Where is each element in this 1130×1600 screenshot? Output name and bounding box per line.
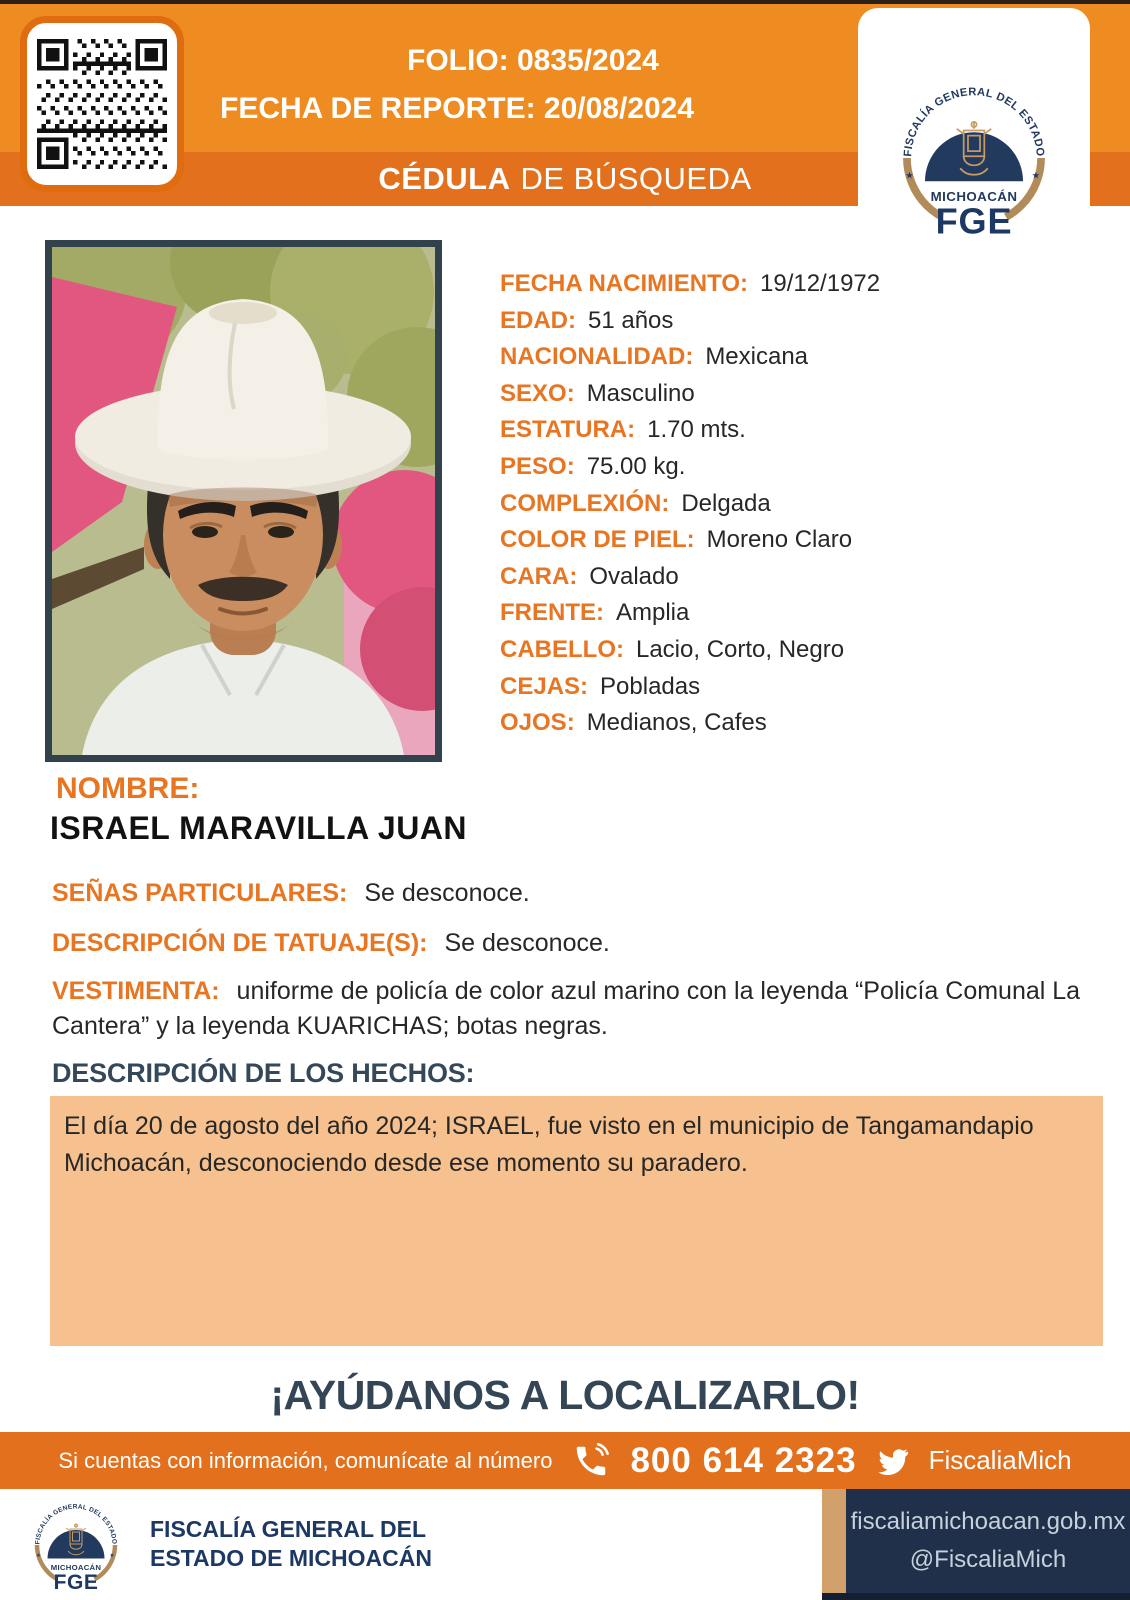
attribute-label: NACIONALIDAD: xyxy=(500,343,694,371)
fge-seal-logo xyxy=(888,72,1060,244)
attribute-row xyxy=(500,376,880,413)
footer-social-panel xyxy=(846,1489,1130,1593)
svg-text:FISCALÍA GENERAL DEL ESTADO: FISCALÍA GENERAL DEL ESTADO xyxy=(34,1503,118,1545)
tatuajes-value: Se desconoce. xyxy=(444,929,610,957)
svg-text:MICHOACÁN: MICHOACÁN xyxy=(50,1563,102,1572)
tatuajes-label: DESCRIPCIÓN DE TATUAJE(S): xyxy=(52,929,428,957)
attribute-row xyxy=(500,449,880,486)
attribute-label: OJOS: xyxy=(500,709,575,737)
person-attributes-list xyxy=(500,266,880,742)
svg-text:★: ★ xyxy=(1031,170,1041,182)
svg-text:★: ★ xyxy=(109,1553,115,1559)
missing-person-photo xyxy=(45,240,442,762)
attribute-row xyxy=(500,522,880,559)
cta-headline: ¡AYÚDANOS A LOCALIZARLO! xyxy=(270,1372,860,1418)
folio-text: FOLIO: 0835/2024 xyxy=(407,44,659,77)
footer-handle: @FiscaliaMich xyxy=(909,1546,1067,1573)
tatuajes-row xyxy=(52,926,1097,961)
attribute-value: 1.70 mts. xyxy=(647,416,746,444)
senas-value: Se desconoce. xyxy=(364,879,530,907)
attribute-value: Lacio, Corto, Negro xyxy=(635,635,845,663)
name-label: NOMBRE: xyxy=(56,772,200,805)
hechos-highlight-box xyxy=(50,1096,1103,1346)
attribute-value: 19/12/1972 xyxy=(760,270,881,297)
attribute-row xyxy=(500,595,880,632)
banner-title-bold: CÉDULA xyxy=(378,161,511,196)
phone-icon xyxy=(572,1442,610,1480)
attribute-row xyxy=(500,705,880,742)
attribute-value: 51 años xyxy=(588,306,674,334)
twitter-handle: FiscaliaMich xyxy=(928,1445,1072,1475)
attribute-row xyxy=(500,669,880,706)
report-date-text: FECHA DE REPORTE: 20/08/2024 xyxy=(220,92,695,125)
vestimenta-row xyxy=(52,974,1097,1044)
svg-text:★: ★ xyxy=(36,1553,41,1559)
attribute-row xyxy=(500,632,880,669)
phone-number: 800 614 2323 xyxy=(630,1440,857,1480)
svg-text:★: ★ xyxy=(905,170,914,182)
footer xyxy=(0,1489,1130,1600)
qr-code-pattern xyxy=(37,33,167,175)
attribute-value: Moreno Claro xyxy=(706,526,853,554)
attribute-value: 75.00 kg. xyxy=(586,452,686,480)
attribute-label: EDAD: xyxy=(500,306,576,334)
attribute-row xyxy=(500,559,880,596)
hechos-heading: DESCRIPCIÓN DE LOS HECHOS: xyxy=(52,1058,475,1088)
attribute-label: FECHA NACIMIENTO: xyxy=(500,270,748,297)
footer-website: fiscaliamichoacan.gob.mx xyxy=(850,1508,1126,1535)
attribute-label: CABELLO: xyxy=(500,635,624,663)
attribute-label: FRENTE: xyxy=(500,599,604,627)
attribute-row xyxy=(500,266,880,303)
svg-text:FISCALÍA GENERAL DEL ESTADO: FISCALÍA GENERAL DEL ESTADO xyxy=(902,86,1046,158)
footer-bottom-edge xyxy=(822,1593,1130,1600)
attribute-label: CEJAS: xyxy=(500,672,589,700)
qr-code xyxy=(20,16,184,192)
attribute-value: Medianos, Cafes xyxy=(586,709,767,737)
org-name xyxy=(150,1515,432,1573)
attribute-label: ESTATURA: xyxy=(500,416,636,444)
attribute-label: SEXO: xyxy=(500,379,575,407)
attribute-row xyxy=(500,412,880,449)
attribute-label: PESO: xyxy=(500,452,575,480)
attribute-row xyxy=(500,339,880,376)
attribute-label: COMPLEXIÓN: xyxy=(500,489,670,517)
svg-text:FGE: FGE xyxy=(53,1571,99,1594)
hechos-text: El día 20 de agosto del año 2024; ISRAEL, fue visto en el municipio de Tangamandapio Michoacán, desconociendo desde ese momento su paradero. xyxy=(64,1112,1034,1177)
vestimenta-value: uniforme de policía de color azul marino con la leyenda “Policía Comunal La Cantera” y la leyenda KUARICHAS; botas negras. xyxy=(52,977,1081,1040)
senas-particulares-row xyxy=(52,876,1097,911)
twitter-icon xyxy=(877,1445,909,1477)
attribute-row xyxy=(500,303,880,340)
attribute-value: Masculino xyxy=(586,379,695,407)
org-name-line1: FISCALÍA GENERAL DEL xyxy=(150,1516,427,1542)
attribute-value: Amplia xyxy=(616,599,690,627)
attribute-value: Mexicana xyxy=(705,343,809,371)
banner-title-rest: DE BÚSQUEDA xyxy=(520,161,752,196)
person-name: ISRAEL MARAVILLA JUAN xyxy=(50,810,468,846)
photo-illustration xyxy=(52,247,435,755)
attribute-value: Pobladas xyxy=(600,672,701,700)
svg-text:FGE: FGE xyxy=(935,200,1013,242)
fge-seal-logo-small xyxy=(26,1495,126,1595)
footer-tan-divider xyxy=(822,1489,846,1600)
org-name-line2: ESTADO DE MICHOACÁN xyxy=(150,1545,432,1571)
attribute-row xyxy=(500,486,880,523)
attribute-value: Delgada xyxy=(681,489,771,517)
contact-bar xyxy=(0,1432,1130,1489)
attribute-value: Ovalado xyxy=(589,562,679,590)
fge-logo-card xyxy=(858,8,1090,248)
svg-text:MICHOACÁN: MICHOACÁN xyxy=(930,189,1018,204)
contact-text: Si cuentas con información, comunícate al número xyxy=(58,1447,553,1473)
senas-label: SEÑAS PARTICULARES: xyxy=(52,879,348,907)
attribute-label: COLOR DE PIEL: xyxy=(500,526,695,554)
attribute-label: CARA: xyxy=(500,562,578,590)
vestimenta-label: VESTIMENTA: xyxy=(52,977,220,1005)
